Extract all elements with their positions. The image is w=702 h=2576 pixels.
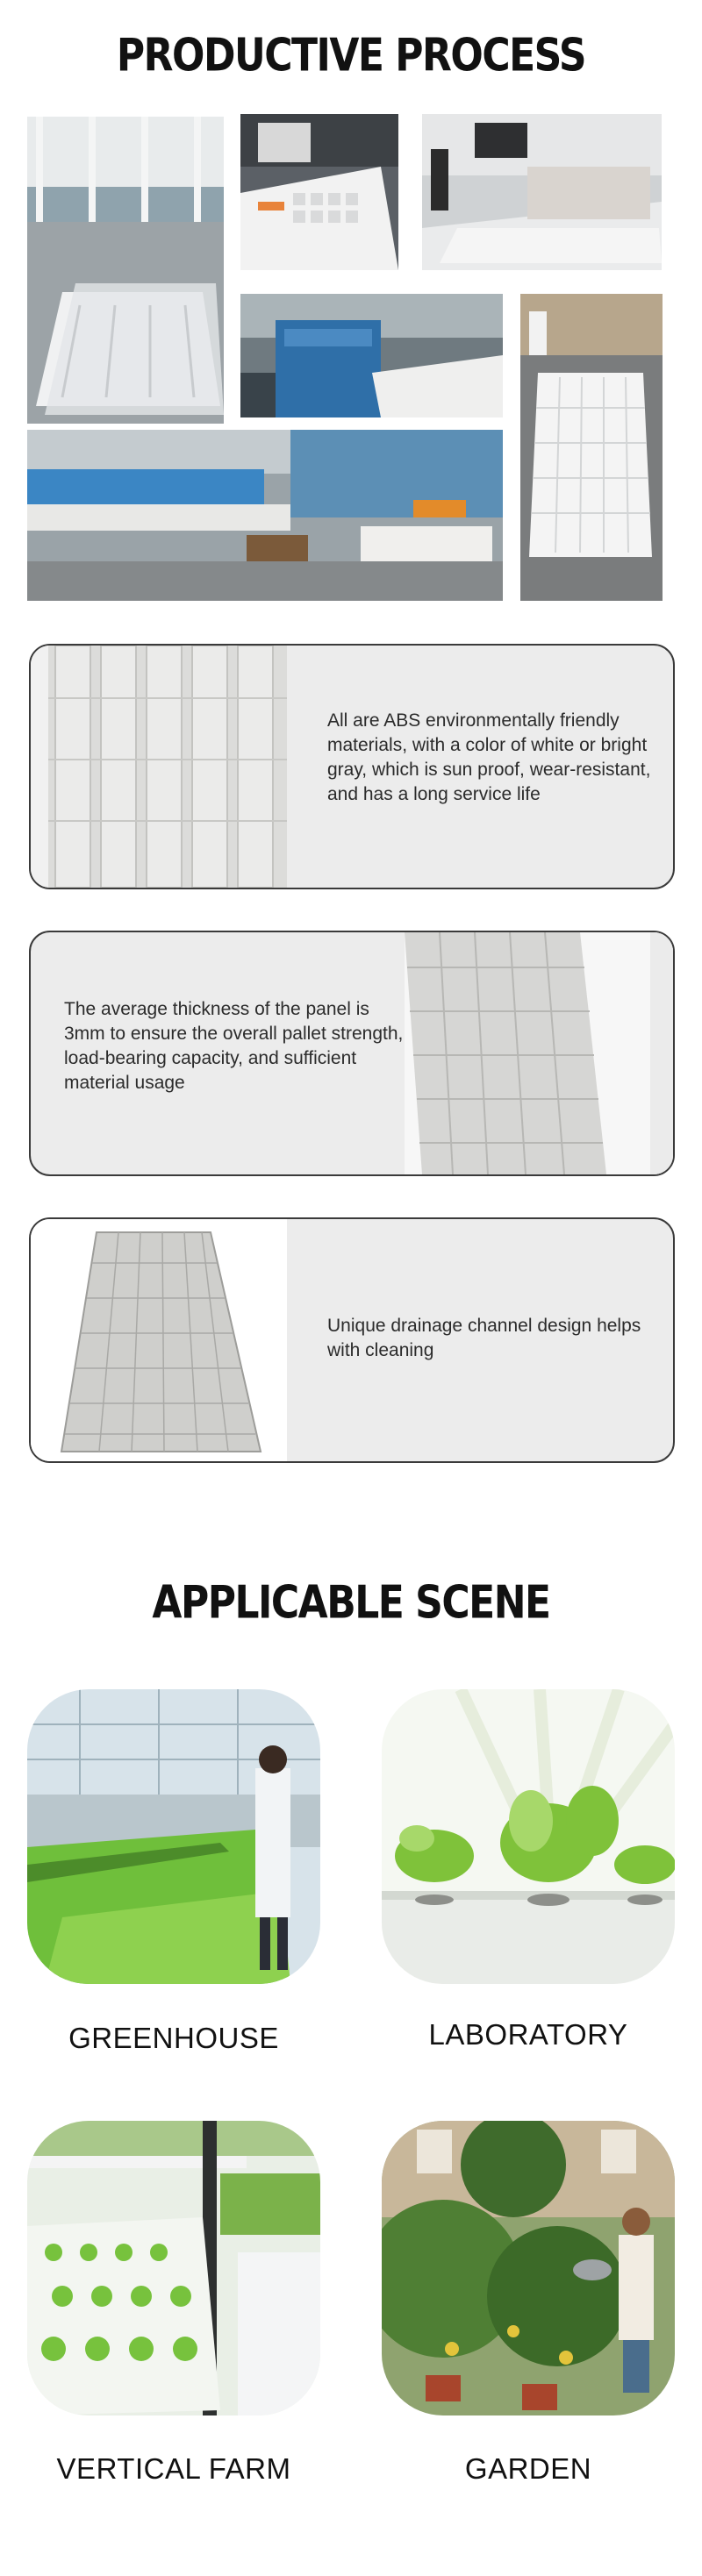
feature-text-drainage: Unique drainage channel design helps with cleaning xyxy=(327,1316,641,1360)
garden-image xyxy=(382,2121,675,2415)
scene-label-greenhouse: GREENHOUSE xyxy=(68,2022,279,2054)
greenhouse-image xyxy=(27,1689,320,1984)
factory-floor-photo xyxy=(27,117,224,424)
feature-card-material xyxy=(29,644,675,889)
scene-label-garden: GARDEN xyxy=(464,2452,592,2485)
scene-label-vertical-farm: VERTICAL FARM xyxy=(56,2452,291,2485)
finished-tray-photo xyxy=(520,294,663,601)
production-line-photo xyxy=(27,430,503,601)
applicable-scene-title: APPLICABLE SCENE xyxy=(152,1576,550,1630)
laboratory-image xyxy=(382,1689,675,1984)
feature-card-drainage xyxy=(29,1217,675,1463)
scene-label-laboratory: LABORATORY xyxy=(428,2018,628,2051)
tray-mold-photo xyxy=(240,114,398,270)
tray-angle-image xyxy=(405,932,675,1174)
tray-closeup-image xyxy=(31,646,287,888)
feature-text-thickness: The average thickness of the panel is 3mm to ensure the overall pallet strength, load-bearing capacity, and sufficient material usage xyxy=(64,999,404,1093)
productive-process-title: PRODUCTIVE PROCESS xyxy=(116,29,586,82)
workshop-photo xyxy=(422,114,662,270)
press-machine-photo xyxy=(240,294,503,417)
feature-card-thickness xyxy=(29,931,675,1176)
tray-full-image xyxy=(31,1219,287,1461)
vertical-farm-image xyxy=(27,2121,320,2415)
feature-text-material: All are ABS environmentally friendly materials, with a color of white or bright gray, which is sun proof, wear-resistant, and has a long service life xyxy=(327,710,651,804)
